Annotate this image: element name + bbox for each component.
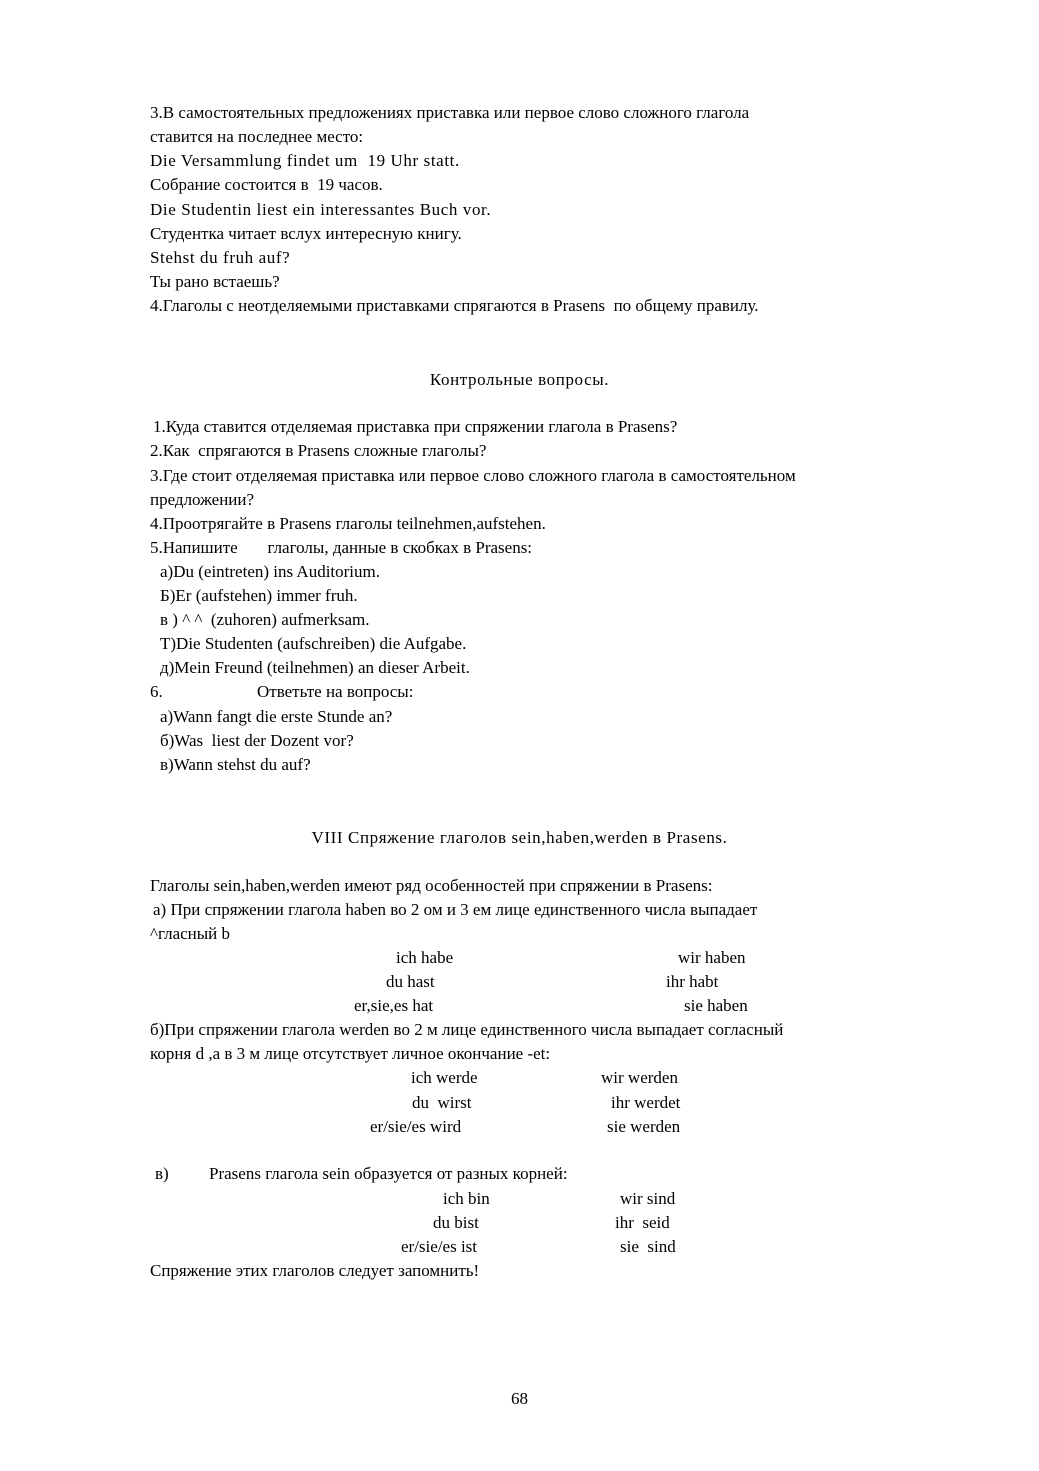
questions-title: Контрольные вопросы.	[429, 370, 610, 389]
haben-plural-2: ihr habt	[666, 972, 719, 991]
exercise-6b: б)Was liest der Dozent vor?	[160, 731, 354, 750]
exercise-5b: Б)Er (aufstehen) immer fruh.	[160, 586, 358, 605]
example-russian-1: Собрание состоится в 19 часов.	[150, 175, 383, 194]
section-8-title: VIII Спряжение глаголов sein,haben,werden в Prasens.	[311, 828, 728, 847]
haben-singular-3: er,sie,es hat	[354, 996, 434, 1015]
rule-3-line-1: 3.В самостоятельных предложениях приставка или первое слово сложного глагола	[150, 103, 750, 122]
werden-singular-3: er/sie/es wird	[370, 1117, 462, 1136]
werden-plural-2: ihr werdet	[611, 1093, 681, 1112]
section-8-intro-2: а) При спряжении глагола haben во 2 ом и 3 ем лице единственного числа выпадает	[153, 900, 758, 919]
sein-plural-2: ihr seid	[615, 1213, 670, 1232]
sein-intro: Prasens глагола sein образуется от разных корней:	[209, 1164, 568, 1183]
question-6-text: Ответьте на вопросы:	[257, 682, 414, 701]
sein-singular-1: ich bin	[443, 1189, 490, 1208]
exercise-5d: Т)Die Studenten (aufschreiben) die Aufgabe.	[160, 634, 467, 653]
question-5: 5.Напишите глаголы, данные в скобках в Prasens:	[150, 538, 533, 557]
question-3-line-2: предложении?	[150, 490, 255, 509]
exercise-5e: д)Mein Freund (teilnehmen) an dieser Arbeit.	[160, 658, 470, 677]
werden-intro-2: корня d ,а в 3 м лице отсутствует личное окончание -et:	[150, 1044, 551, 1063]
rule-4-line: 4.Глаголы с неотделяемыми приставками спрягаются в Prasens по общему правилу.	[150, 296, 759, 315]
page-number: 68	[511, 1389, 528, 1408]
werden-plural-1: wir werden	[601, 1068, 678, 1087]
exercise-6c: в)Wann stehst du auf?	[160, 755, 311, 774]
werden-plural-3: sie werden	[607, 1117, 681, 1136]
question-4: 4.Проотрягайте в Prasens глаголы teilnehmen,aufstehen.	[150, 514, 546, 533]
exercise-5a: а)Du (eintreten) ins Auditorium.	[160, 562, 381, 581]
question-3-line-1: 3.Где стоит отделяемая приставка или первое слово сложного глагола в самостоятельном	[150, 466, 796, 485]
example-german-3: Stehst du fruh auf?	[150, 248, 291, 267]
sein-singular-2: du bist	[433, 1213, 479, 1232]
haben-plural-3: sie haben	[684, 996, 748, 1015]
sein-singular-3: er/sie/es ist	[401, 1237, 478, 1256]
werden-intro-1: б)При спряжении глагола werden во 2 м лице единственного числа выпадает согласный	[150, 1020, 784, 1039]
question-6-number: 6.	[150, 682, 163, 701]
werden-singular-2: du wirst	[412, 1093, 472, 1112]
werden-singular-1: ich werde	[411, 1068, 478, 1087]
section-8-intro-3: ^гласный b	[150, 924, 231, 943]
example-russian-3: Ты рано встаешь?	[150, 272, 280, 291]
rule-3-line-2: ставится на последнее место:	[150, 127, 364, 146]
closing-note: Спряжение этих глаголов следует запомнить!	[150, 1261, 480, 1280]
sein-marker: в)	[155, 1164, 169, 1183]
haben-singular-2: du hast	[386, 972, 435, 991]
example-german-1: Die Versammlung findet um 19 Uhr statt.	[150, 151, 460, 170]
sein-plural-1: wir sind	[620, 1189, 676, 1208]
question-2: 2.Как спрягаются в Prasens сложные глаголы?	[150, 441, 487, 460]
example-german-2: Die Studentin liest ein interessantes Buch vor.	[150, 200, 492, 219]
example-russian-2: Студентка читает вслух интересную книгу.	[150, 224, 462, 243]
exercise-5c: в ) ^ ^ (zuhoren) aufmerksam.	[160, 610, 370, 629]
haben-singular-1: ich habe	[396, 948, 454, 967]
sein-plural-3: sie sind	[620, 1237, 676, 1256]
haben-plural-1: wir haben	[678, 948, 746, 967]
section-8-intro-1: Глаголы sein,haben,werden имеют ряд особенностей при спряжении в Prasens:	[150, 876, 713, 895]
question-1: 1.Куда ставится отделяемая приставка при спряжении глагола в Prasens?	[153, 417, 678, 436]
exercise-6a: а)Wann fangt die erste Stunde an?	[160, 707, 393, 726]
